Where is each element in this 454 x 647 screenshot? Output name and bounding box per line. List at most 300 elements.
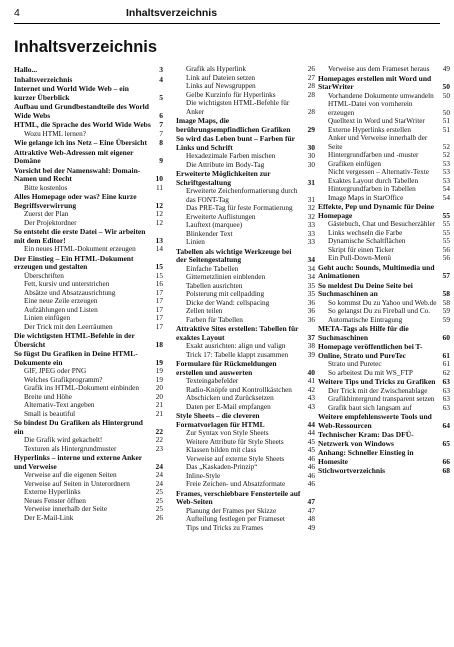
toc-entry-title: Attraktive Web-Adressen mit eigener Domäne	[14, 147, 134, 165]
toc-entry-title: Grafikhintergrund transparent setzen	[328, 395, 435, 403]
toc-entry-title: Gästebuch, Chat und Besucherzähler	[328, 220, 436, 228]
toc-entry-title: Trick 17: Tabelle klappt zusammen	[186, 350, 289, 359]
toc-entry	[14, 138, 163, 148]
toc-entry-title: Daten per E-Mail empfangen	[186, 402, 271, 411]
toc-entry	[318, 299, 450, 308]
toc-entry-page: 39	[307, 350, 315, 359]
toc-entry-title: Hexadezimale Farben mischen	[186, 152, 276, 160]
toc-entry-title: Small is beautiful	[24, 409, 76, 418]
toc-entry-title: Alles Homepage oder was? Eine kurze Begriffsverwirrung	[14, 192, 137, 210]
toc-entry-page: 29	[307, 124, 315, 134]
toc-entry	[318, 237, 450, 246]
toc-entry-page: 19	[155, 357, 163, 367]
toc-entry-title: Aufbau und Grundbestandteile des World Wide Webs	[14, 102, 149, 120]
toc-entry	[14, 480, 163, 489]
toc-column-2	[176, 65, 315, 532]
toc-entry-page: 37	[307, 332, 315, 342]
toc-entry	[318, 65, 450, 74]
toc-entry-page: 46	[307, 454, 315, 463]
toc-entry	[176, 282, 315, 291]
toc-entry-title: Exakt ausrichten: align und valign	[186, 342, 286, 350]
toc-entry	[176, 290, 315, 299]
toc-entry-title: Externe Hyperlinks erstellen	[328, 125, 411, 134]
toc-entry-page: 60	[442, 332, 450, 342]
toc-entry-title: Zuerst der Plan	[24, 210, 69, 218]
toc-entry	[176, 152, 315, 161]
toc-entry	[176, 480, 315, 489]
toc-entry-title: Tabellen ausrichten	[186, 281, 243, 290]
toc-entry	[14, 436, 163, 445]
toc-entry-title: Texteingabefelder	[186, 377, 239, 385]
toc-entry	[176, 221, 315, 230]
toc-entry-page: 40	[307, 367, 315, 377]
toc-entry-title: Exaktes Layout durch Tabellen	[328, 176, 419, 185]
toc-entry	[318, 151, 450, 160]
toc-entry-title: Hallo...	[14, 65, 38, 74]
toc-entry	[14, 192, 163, 210]
toc-entry-page: 46	[307, 480, 315, 488]
toc-entry-title: Einfache Tabellen	[186, 264, 239, 273]
toc-entry-page: 45	[307, 446, 315, 454]
toc-entry-page: 47	[307, 506, 315, 515]
toc-entry-title: Erweiterte Auflistungen	[186, 212, 256, 221]
toc-entry-page: 52	[442, 151, 450, 159]
toc-entry-page: 19	[155, 367, 163, 375]
toc-entry-title: Gelbe Kurzinfo für Hyperlinks	[186, 90, 276, 99]
toc-entry	[176, 377, 315, 386]
toc-entry-page: 21	[155, 401, 163, 409]
toc-entry	[176, 265, 315, 274]
toc-entry-page: 17	[155, 322, 163, 331]
toc-entry-page: 12	[155, 210, 163, 218]
toc-entry-title: Wozu HTML lernen?	[24, 129, 86, 138]
toc-entry-title: GIF, JPEG oder PNG	[24, 367, 87, 375]
toc-entry-title: Formulare für Rückmeldungen erstellen und auswerten	[176, 359, 277, 377]
toc-entry-title: Ein Pull-Down-Menü	[328, 254, 392, 262]
toc-entry-page: 63	[442, 403, 450, 412]
toc-entry	[14, 514, 163, 523]
toc-entry	[14, 254, 163, 272]
toc-entry	[176, 299, 315, 308]
toc-entry-page: 50	[442, 91, 450, 100]
toc-entry-page: 27	[307, 73, 315, 82]
toc-entry-title: Verweise aus dem Frameset heraus	[328, 65, 430, 73]
toc-entry-page: 46	[307, 463, 315, 471]
toc-entry-title: Alternativ-Text angeben	[24, 401, 95, 409]
toc-entry	[176, 359, 315, 377]
toc-entry-title: Nicht vergessen – Alternativ-Texte	[328, 168, 430, 176]
toc-entry-title: Die wichtigsten HTML-Befehle in der Übersicht	[14, 331, 135, 349]
toc-entry-title: Der Einstieg – Ein HTML-Dokument erzeugen und gestalten	[14, 253, 134, 271]
toc-entry	[318, 448, 450, 466]
toc-entry-page: 10	[155, 174, 163, 183]
toc-entry	[14, 102, 163, 120]
toc-entry-page: 58	[442, 298, 450, 307]
toc-entry	[14, 272, 163, 281]
toc-entry-page: 51	[442, 125, 450, 134]
toc-entry-title: Vorhandene Dokumente umwandeln	[328, 91, 434, 100]
toc-entry-page: 33	[307, 229, 315, 238]
toc-entry	[318, 307, 450, 316]
toc-entry-page: 28	[307, 107, 315, 116]
toc-entry	[14, 280, 163, 289]
toc-entry	[318, 395, 450, 404]
toc-entry	[14, 505, 163, 514]
toc-entry-title: Die Attribute im Body-Tag	[186, 160, 265, 169]
toc-entry-title: Grafik als Hyperlink	[186, 65, 246, 73]
toc-entry-title: Absätze und Absatzausrichtung	[24, 288, 116, 297]
toc-entry-title: HTML-Datei von vornherein erzeugen	[328, 100, 413, 117]
toc-entry-page: 53	[442, 176, 450, 185]
toc-entry-page: 54	[442, 185, 450, 193]
toc-entry	[318, 194, 450, 203]
toc-entry	[318, 229, 450, 238]
toc-entry-title: Erweiterte Zeichenformatierung durch das FONT-Tag	[186, 187, 298, 204]
toc-entry-page: 4	[159, 74, 163, 84]
toc-entry	[14, 453, 163, 471]
toc-entry-page: 12	[155, 200, 163, 210]
toc-entry-page: 25	[155, 505, 163, 513]
running-title: Inhaltsverzeichnis	[126, 7, 218, 19]
toc-entry	[176, 489, 315, 507]
toc-entry-page: 30	[307, 160, 315, 169]
toc-entry-page: 49	[442, 65, 450, 73]
toc-entry	[176, 169, 315, 187]
toc-entry-title: So entsteht die erste Datei – Wir arbeiten mit dem Editor!	[14, 227, 146, 245]
toc-entry-title: Homepage veröffentlichen bei T-Online, Strato und PureTec	[318, 342, 423, 360]
toc-entry	[176, 65, 315, 74]
toc-entry	[176, 82, 315, 91]
toc-entry-title: Radio-Knöpfe und Kontrollkästchen	[186, 385, 292, 394]
toc-entry-page: 6	[159, 110, 163, 120]
toc-entry-title: Planung der Frames per Skizze	[186, 506, 277, 515]
toc-entry-title: Weitere Attribute für Style Sheets	[186, 437, 284, 446]
toc-entry	[318, 126, 450, 135]
toc-entry	[14, 376, 163, 385]
toc-entry	[14, 120, 163, 130]
toc-entry-title: Der Trick mit den Leerräumen	[24, 322, 113, 331]
toc-entry-page: 18	[155, 339, 163, 349]
toc-entry	[318, 134, 450, 151]
toc-entry	[318, 342, 450, 360]
toc-entry-page: 36	[307, 315, 315, 324]
toc-entry-title: Hintergrundfarben und -muster	[328, 151, 419, 159]
toc-entry-page: 48	[307, 515, 315, 523]
toc-entry	[176, 524, 315, 533]
toc-entry-title: Texturen als Hintergrundmuster	[24, 444, 117, 453]
toc-entry-page: 24	[155, 471, 163, 479]
toc-entry	[14, 184, 163, 193]
toc-entry-title: Links wechseln die Farbe	[328, 228, 403, 237]
toc-entry-page: 47	[307, 497, 315, 506]
toc-entry	[14, 367, 163, 376]
toc-entry-title: Gitternetzlinien einblenden	[186, 273, 266, 281]
toc-entry-page: 20	[155, 384, 163, 392]
toc-entry-title: Blinkender Text	[186, 229, 233, 238]
toc-entry-page: 17	[155, 305, 163, 314]
toc-entry-title: Aufzählungen und Listen	[24, 305, 98, 314]
toc-entry	[176, 161, 315, 170]
toc-entry-page: 7	[159, 129, 163, 138]
toc-column-3	[318, 65, 450, 476]
toc-entry	[318, 369, 450, 378]
toc-entry-title: Hintergrundfarben in Tabellen	[328, 185, 416, 193]
toc-entry	[14, 418, 163, 436]
toc-entry	[14, 227, 163, 245]
toc-entry-page: 11	[156, 183, 163, 192]
toc-entry	[318, 430, 450, 448]
toc-entry	[14, 410, 163, 419]
toc-entry	[318, 100, 450, 117]
toc-entry-title: Internet und World Wide Web – ein kurzer Überblick	[14, 84, 129, 102]
toc-entry-title: Frames, verschiebbare Fensterteile auf Web-Seiten	[176, 488, 301, 506]
toc-entry-page: 63	[442, 386, 450, 395]
toc-entry	[176, 411, 315, 429]
toc-entry-page: 43	[307, 394, 315, 402]
toc-entry	[176, 213, 315, 222]
toc-entry	[14, 245, 163, 254]
toc-entry	[318, 281, 450, 299]
toc-entry-page: 21	[155, 409, 163, 418]
toc-entry	[14, 488, 163, 497]
toc-entry-page: 26	[307, 65, 315, 73]
toc-entry	[318, 220, 450, 229]
toc-entry	[318, 412, 450, 430]
toc-entry-title: Farben für Tabellen	[186, 315, 243, 324]
toc-entry-title: So bindest Du Grafiken als Hintergrund ein	[14, 418, 143, 436]
toc-entry-page: 36	[307, 307, 315, 315]
toc-entry-page: 36	[307, 298, 315, 307]
running-header	[14, 7, 440, 21]
toc-entry-page: 25	[155, 488, 163, 496]
toc-entry-title: Das PRE-Tag für feste Formatierung	[186, 204, 293, 212]
toc-entry-page: 34	[307, 255, 315, 264]
toc-entry-page: 23	[155, 444, 163, 453]
toc-entry-page: 64	[442, 420, 450, 430]
toc-entry	[176, 134, 315, 152]
toc-entry	[318, 74, 450, 92]
toc-entry-page: 55	[442, 210, 450, 220]
toc-entry-page: 32	[307, 212, 315, 221]
toc-entry-page: 61	[442, 350, 450, 360]
toc-entry-title: Anker und Verweise innerhalb der Seite	[328, 134, 428, 151]
toc-entry-page: 63	[442, 395, 450, 403]
toc-entry	[14, 314, 163, 323]
toc-entry-title: Tabellen als wichtige Werkzeuge bei der Seitengestaltung	[176, 246, 292, 264]
toc-entry-title: Linien	[186, 238, 205, 246]
toc-entry	[176, 74, 315, 83]
toc-entry	[14, 84, 163, 102]
toc-entry-page: 46	[307, 471, 315, 480]
toc-entry	[318, 404, 450, 413]
toc-entry	[14, 445, 163, 454]
toc-entry-page: 13	[155, 235, 163, 245]
toc-entry-title: HTML, die Sprache des World Wide Webs	[14, 120, 151, 129]
toc-entry	[14, 349, 163, 367]
toc-entry	[14, 210, 163, 219]
toc-entry-title: Tips und Tricks zu Frames	[186, 523, 264, 532]
toc-entry-title: Klassen bilden mit class	[186, 446, 257, 454]
toc-entry-title: Quelltext in Word und StarWriter	[328, 117, 425, 125]
toc-entry-page: 17	[155, 314, 163, 322]
toc-entry-page: 59	[442, 315, 450, 324]
toc-entry-title: Vorsicht bei der Namenswahl: Domain-Namen und Recht	[14, 165, 141, 183]
toc-entry-page: 55	[442, 220, 450, 228]
toc-entry-page: 50	[442, 108, 450, 117]
toc-entry-title: Der E-Mail-Link	[24, 513, 74, 522]
toc-entry-title: Ein neues HTML-Dokument erzeugen	[24, 245, 136, 253]
toc-entry	[318, 92, 450, 101]
toc-entry-page: 28	[307, 82, 315, 90]
toc-entry-page: 57	[442, 271, 450, 280]
toc-entry-title: Image Maps, die berührungsempfindlichen Grafiken	[176, 116, 291, 134]
toc-entry	[176, 472, 315, 481]
toc-entry-title: So meldest Du Deine Seite bei Suchmaschinen an	[318, 280, 413, 298]
toc-entry-page: 41	[307, 377, 315, 385]
toc-entry-page: 19	[155, 375, 163, 384]
toc-entry-page: 44	[307, 419, 315, 429]
toc-entry	[14, 393, 163, 402]
toc-entry-title: Image Maps in StarOffice	[328, 193, 404, 202]
toc-entry-page: 15	[155, 262, 163, 271]
toc-entry-page: 51	[442, 117, 450, 125]
toc-entry-title: So gelangst Du zu Fireball und Co.	[328, 307, 431, 315]
toc-entry	[318, 160, 450, 169]
toc-entry-page: 26	[155, 513, 163, 522]
toc-entry	[14, 323, 163, 332]
toc-entry-page: 44	[307, 429, 315, 437]
toc-entry	[176, 455, 315, 464]
toc-entry-title: Die Grafik wird gekachelt!	[24, 436, 103, 444]
toc-entry	[176, 273, 315, 282]
toc-entry-title: Skript für einen Ticker	[328, 245, 394, 254]
toc-entry	[318, 202, 450, 220]
toc-entry	[176, 394, 315, 403]
toc-entry	[176, 91, 315, 100]
toc-entry-title: META-Tags als Hilfe für die Suchmaschinen	[318, 324, 409, 342]
toc-entry	[14, 384, 163, 393]
toc-entry	[318, 324, 450, 342]
toc-entry-page: 62	[442, 368, 450, 377]
toc-entry-page: 16	[155, 280, 163, 288]
toc-entry-title: Lauftext (marquee)	[186, 221, 243, 229]
toc-entry	[14, 331, 163, 349]
toc-entry	[318, 185, 450, 194]
toc-entry	[14, 497, 163, 506]
toc-entry-page: 35	[307, 281, 315, 290]
toc-entry-page: 56	[442, 254, 450, 262]
toc-entry-title: So fügst Du Grafiken in Deine HTML-Dokumente ein	[14, 349, 138, 367]
toc-entry	[318, 377, 450, 387]
toc-entry-page: 54	[442, 193, 450, 202]
toc-entry	[14, 297, 163, 306]
toc-entry-page: 14	[155, 245, 163, 253]
toc-entry-title: Inhaltsverzeichnis	[14, 74, 73, 84]
toc-entry-title: Das „Kaskaden-Prinzip“	[186, 463, 258, 471]
toc-entry	[14, 148, 163, 166]
toc-entry-page: 17	[155, 288, 163, 297]
toc-entry-page: 28	[307, 90, 315, 99]
toc-entry-title: Effekte, Pep und Dynamic für Deine Homepage	[318, 202, 435, 220]
toc-entry-title: Wie gelange ich ins Netz – Eine Übersicht	[14, 138, 147, 147]
toc-entry	[176, 351, 315, 360]
toc-entry	[176, 204, 315, 213]
toc-entry-page: 30	[307, 152, 315, 160]
toc-entry-title: Homepages erstellen mit Word und StarWriter	[318, 73, 432, 91]
toc-entry-title: Zellen teilen	[186, 307, 223, 315]
toc-entry	[14, 306, 163, 315]
toc-entry-page: 53	[442, 168, 450, 176]
toc-entry-title: Anhang: Schneller Einstieg in Homesite	[318, 448, 414, 466]
toc-entry-title: Externe Hyperlinks	[24, 488, 81, 496]
toc-entry-title: Freie Zeichen- und Absatzformate	[186, 480, 286, 488]
toc-entry-title: Automatische Eintragung	[328, 315, 403, 324]
toc-entry-page: 31	[307, 177, 315, 187]
toc-entry-title: Hyperlinks – interne und externe Anker und Verweise	[14, 453, 142, 471]
toc-entry-page: 65	[442, 438, 450, 448]
toc-entry-title: So wird das Leben bunt – Farben für Links und Schrift	[176, 134, 295, 152]
toc-entry-title: Bitte kostenlos	[24, 183, 68, 192]
toc-entry	[176, 403, 315, 412]
toc-entry-title: Überschriften	[24, 271, 64, 280]
toc-entry-title: Die wichtigsten HTML-Befehle für Anker	[186, 99, 290, 116]
toc-entry-title: Erweiterte Möglichkeiten zur Schriftgestaltung	[176, 169, 271, 187]
toc-entry-page: 34	[307, 273, 315, 281]
header-rule	[14, 23, 440, 24]
toc-entry-page: 63	[442, 377, 450, 386]
toc-entry	[318, 117, 450, 126]
toc-entry-page: 31	[307, 195, 315, 204]
toc-entry-page: 66	[442, 456, 450, 466]
toc-entry	[176, 386, 315, 395]
toc-entry	[176, 316, 315, 325]
toc-entry	[14, 401, 163, 410]
toc-entry-page: 20	[155, 392, 163, 401]
toc-entry	[14, 471, 163, 480]
toc-entry-title: So kommst Du zu Yahoo und Web.de	[328, 298, 437, 307]
toc-column-1	[14, 65, 163, 522]
toc-entry-title: Geht auch: Sounds, Multimedia und Animationen	[318, 262, 435, 280]
toc-entry-page: 7	[159, 120, 163, 129]
toc-entry	[176, 463, 315, 472]
toc-entry	[14, 130, 163, 139]
toc-entry-page: 68	[442, 466, 450, 475]
toc-entry	[176, 99, 315, 116]
toc-entry	[318, 263, 450, 281]
toc-entry-page: 17	[155, 297, 163, 305]
toc-entry-title: Zur Syntax von Style Sheets	[186, 429, 269, 437]
toc-entry	[176, 438, 315, 447]
toc-entry-title: Verweise auf Seiten in Unterordnern	[24, 479, 130, 488]
toc-entry-title: Dynamische Schaltflächen	[328, 237, 406, 245]
toc-entry-page: 8	[159, 138, 163, 147]
toc-entry-title: Der Trick mit der Zwischenablage	[328, 386, 428, 395]
toc-entry-page: 59	[442, 307, 450, 315]
toc-entry-title: Abschicken und Zurücksetzen	[186, 394, 274, 402]
toc-entry-page: 42	[307, 385, 315, 394]
toc-entry	[318, 316, 450, 325]
toc-entry-title: Aufteilung festlegen per Frameset	[186, 515, 285, 523]
toc-entry-page: 3	[159, 65, 163, 74]
toc-entry-title: Inline-Style	[186, 471, 221, 480]
toc-entry-title: Verweise auf die eigenen Seiten	[24, 471, 117, 479]
toc-entry-title: Grafik ins HTML-Dokument einbinden	[24, 384, 139, 392]
toc-entry-page: 50	[442, 82, 450, 91]
toc-entry	[14, 219, 163, 228]
toc-entry-title: Attraktive Sites erstellen: Tabellen für exaktes Layout	[176, 324, 299, 342]
toc-entry	[176, 307, 315, 316]
toc-entry-title: Breite und Höhe	[24, 392, 72, 401]
